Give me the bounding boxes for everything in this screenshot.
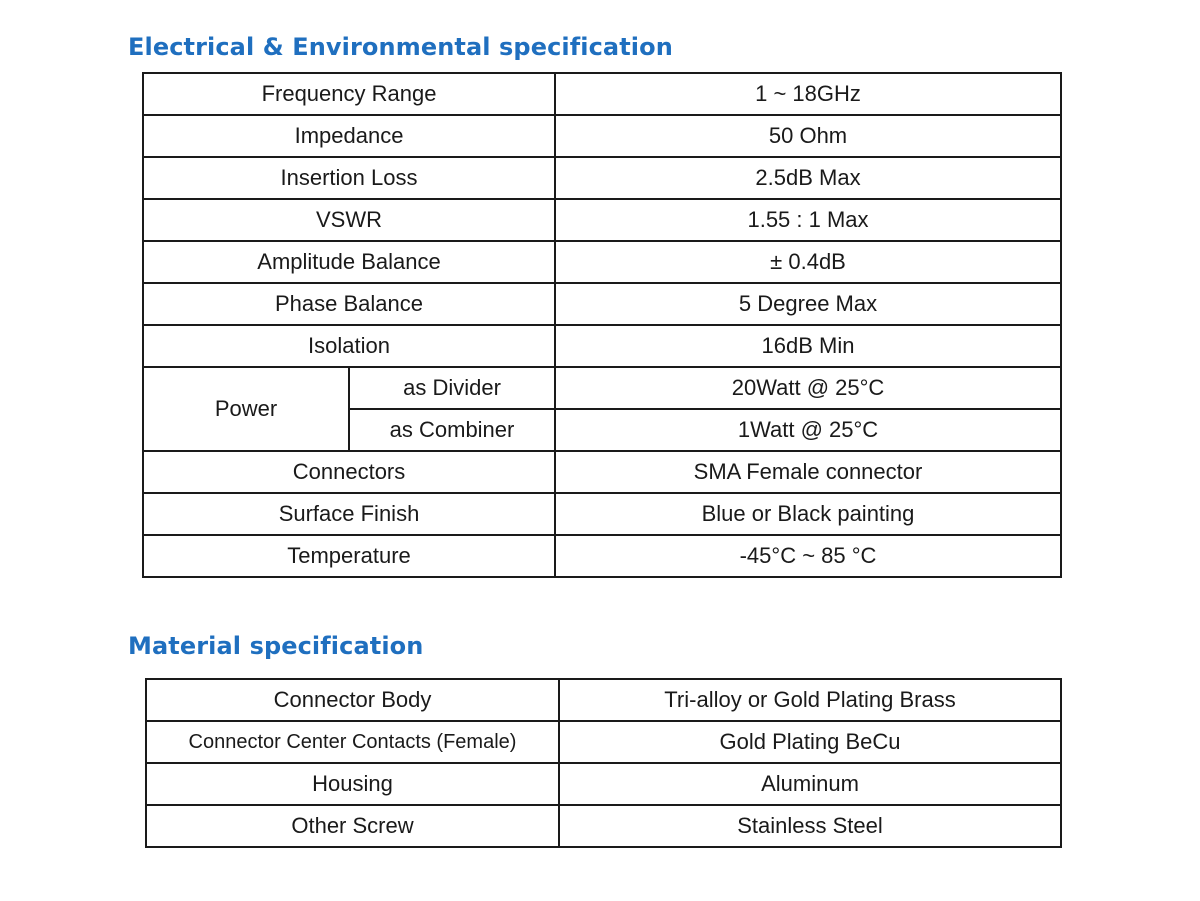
- spec-label: Connectors: [143, 451, 555, 493]
- table-row: [146, 805, 1061, 847]
- spec-label: Impedance: [143, 115, 555, 157]
- power-divider-value: 20Watt @ 25°C: [555, 367, 1061, 409]
- table-row: [143, 325, 1061, 367]
- spec-value: Blue or Black painting: [555, 493, 1061, 535]
- electrical-spec-heading: Electrical & Environmental specification: [128, 33, 673, 61]
- spec-value: Stainless Steel: [559, 805, 1061, 847]
- spec-value: ± 0.4dB: [555, 241, 1061, 283]
- table-row: [146, 763, 1061, 805]
- table-row: [143, 493, 1061, 535]
- power-label: Power: [143, 367, 349, 451]
- electrical-spec-table: [142, 72, 1062, 578]
- spec-value: 16dB Min: [555, 325, 1061, 367]
- spec-value: SMA Female connector: [555, 451, 1061, 493]
- table-row: [143, 157, 1061, 199]
- spec-label: Connector Center Contacts (Female): [146, 721, 559, 763]
- table-row: [143, 115, 1061, 157]
- spec-value: 1 ~ 18GHz: [555, 73, 1061, 115]
- spec-value: -45°C ~ 85 °C: [555, 535, 1061, 577]
- power-combiner-label: as Combiner: [349, 409, 555, 451]
- power-combiner-value: 1Watt @ 25°C: [555, 409, 1061, 451]
- spec-value: Gold Plating BeCu: [559, 721, 1061, 763]
- spec-label: Insertion Loss: [143, 157, 555, 199]
- table-row: [143, 451, 1061, 493]
- table-row: [143, 73, 1061, 115]
- material-spec-table: [145, 678, 1062, 848]
- spec-value: 5 Degree Max: [555, 283, 1061, 325]
- spec-label: Amplitude Balance: [143, 241, 555, 283]
- table-row: [143, 241, 1061, 283]
- spec-label: Connector Body: [146, 679, 559, 721]
- spec-label: VSWR: [143, 199, 555, 241]
- spec-value: Tri-alloy or Gold Plating Brass: [559, 679, 1061, 721]
- table-row: [146, 721, 1061, 763]
- spec-label: Surface Finish: [143, 493, 555, 535]
- spec-label: Housing: [146, 763, 559, 805]
- table-row: [143, 283, 1061, 325]
- spec-value: Aluminum: [559, 763, 1061, 805]
- spec-label: Phase Balance: [143, 283, 555, 325]
- table-row: [146, 679, 1061, 721]
- table-row: [143, 199, 1061, 241]
- table-row: [143, 535, 1061, 577]
- material-spec-heading: Material specification: [128, 632, 424, 660]
- spec-value: 1.55 : 1 Max: [555, 199, 1061, 241]
- spec-label: Frequency Range: [143, 73, 555, 115]
- spec-label: Temperature: [143, 535, 555, 577]
- spec-label: Isolation: [143, 325, 555, 367]
- spec-label: Other Screw: [146, 805, 559, 847]
- power-divider-label: as Divider: [349, 367, 555, 409]
- spec-value: 2.5dB Max: [555, 157, 1061, 199]
- spec-value: 50 Ohm: [555, 115, 1061, 157]
- table-row: [143, 367, 1061, 409]
